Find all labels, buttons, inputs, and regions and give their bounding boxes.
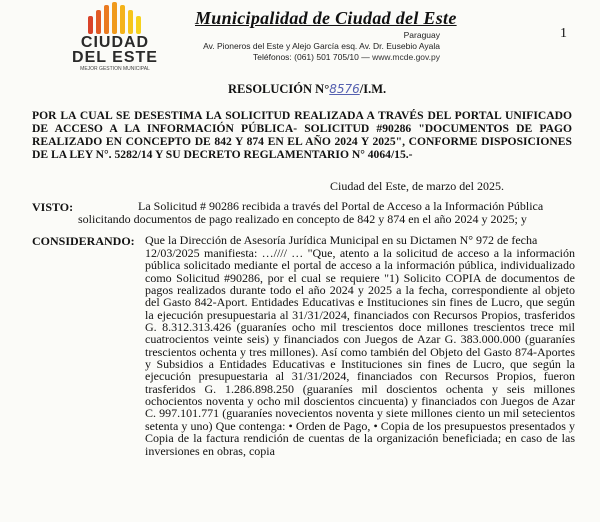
municipality-title: Municipalidad de Ciudad del Este — [195, 8, 457, 28]
resolution-title: POR LA CUAL SE DESESTIMA LA SOLICITUD REALIZADA A TRAVÉS DEL PORTAL UNIFICADO DE ACCESO A LA INFORMACIÓN PÚBLICA- SOLICITUD #90286 "DOCUMENTOS DE PAGO REALIZADO EN CONCEPTO DE 842 Y 874 EN EL AÑO 2024 Y 2025", CONFORME DISPOSICIONES DE LA LEY N°. 5282/14 Y SU DECRETO REGLAMENTARIO N° 4064/15.- — [32, 109, 572, 161]
sun-rays-logo-icon — [82, 2, 148, 36]
website-link[interactable]: www.mcde.gov.py — [372, 52, 440, 62]
resolution-prefix: RESOLUCIÓN N° — [228, 82, 330, 96]
municipality-logo — [60, 2, 170, 70]
country-line: Paraguay — [403, 30, 440, 40]
document-date: Ciudad del Este, de marzo del 2025. — [330, 179, 504, 193]
resolution-handwritten-number: 8576 — [329, 82, 360, 96]
logo-word-ciudad: CIUDAD — [80, 34, 150, 51]
considerando-label: CONSIDERANDO: — [32, 234, 135, 248]
street-address: Av. Pioneros del Este y Alejo García esq. Av. Dr. Eusebio Ayala — [203, 41, 440, 51]
visto-paragraph: La Solicitud # 90286 recibida a través del Portal de Acceso a la Información Pública solicitando documentos de pago realizado en concepto de 842 y 874 en el año 2024 y 2025; y — [78, 199, 544, 226]
logo-tagline: MEJOR GESTION MUNICIPAL — [80, 66, 150, 72]
logo-word-del-este: DEL ESTE — [72, 49, 158, 66]
phones-text: Teléfonos: (061) 501 705/10 — — [253, 52, 370, 62]
letterhead-address — [190, 30, 440, 63]
resolution-suffix: /I.M. — [359, 82, 387, 96]
considerando-paragraph: 12/03/2025 manifiesta: …//// … "Que, atento a la solicitud de acceso a la información pública solicitado mediante el portal de acceso a la información pública, individualizado como Solicitud #90286, por el cual se requiere "1) Solicito COPIA de documentos de pagos realizados durante todo el año 2024 y 2025 a la fecha, correspondiente al objeto del Gasto 842-Aport. Entidades Educativas e Instituciones sin fines de Lucro, que según la ejecución presupuestaria al 31/31/2024, financiados con Recursos Propios, trasferidos G. 8.312.313.426 (guaraníes ocho mil trescientos doce millones trescientos trece mil cuatrocientos veinte seis) y financiados con Juegos de Azar G. 383.000.000 (guaraníes trescientos ochenta y tres millones). Así como también del Objeto del Gasto 874-Aportes y Subsidios a Entidades Educativas e Instituciones sin fines de Lucro, que según la ejecución presupuestaria al 31/31/2024, financiados con Recursos Propios, fueron trasferidos G. 1.286.898.250 (guaraníes mil doscientos ochenta y seis millones ochocientos noventa y ocho mil doscientos cincuenta) y financiados con Juegos de Azar C. 997.101.771 (guaraníes novecientos noventa y siete millones ciento un mil setecientos setenta y uno) Que contenga: • Orden de Pago, • Copia de los presupuestos presentados y Copia de la factura rendición de cuentas de la organización beneficiada; en caso de las inversiones en obras, copia — [145, 246, 575, 458]
visto-label: VISTO: — [32, 200, 74, 214]
considerando-first-line: Que la Dirección de Asesoría Jurídica Municipal en su Dictamen N° 972 de fecha — [145, 233, 538, 247]
resolution-number-line — [228, 82, 386, 97]
page-number: 1 — [560, 26, 567, 41]
contact-line — [190, 52, 440, 63]
